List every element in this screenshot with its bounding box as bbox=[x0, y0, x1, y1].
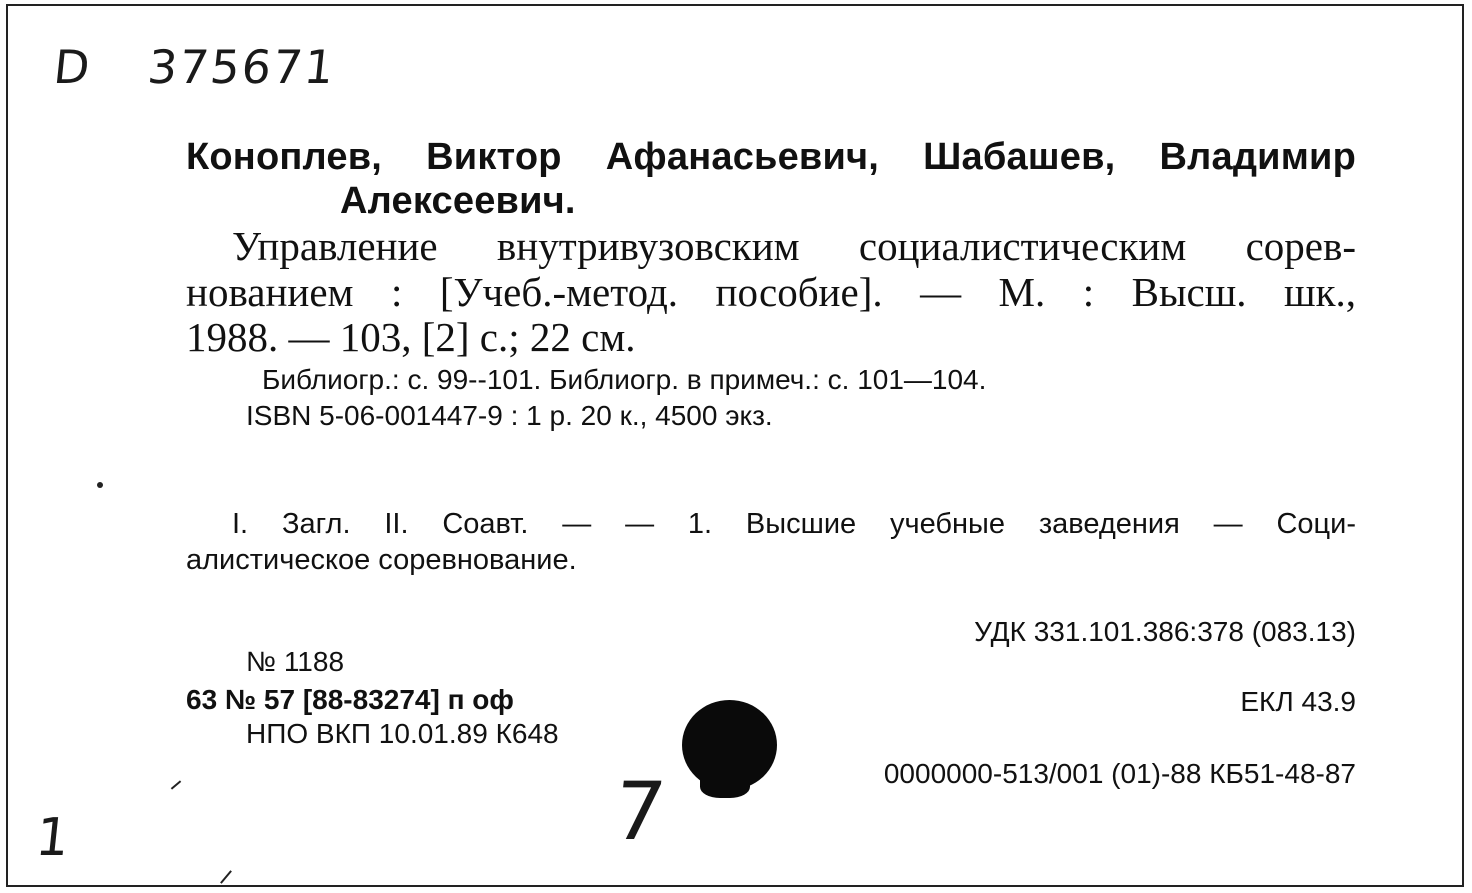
authors-line-2: Алексеевич. bbox=[340, 180, 576, 222]
title-line-1: Управление внутривузовским социалистическим сорев- bbox=[232, 223, 1356, 269]
call-number: 375671 bbox=[145, 40, 339, 94]
card-number: № 1188 bbox=[246, 646, 345, 677]
title-line-2: нованием : [Учеб.-метод. пособие]. — М. : Высш. шк., bbox=[186, 269, 1356, 315]
authors-line-1: Коноплев, Виктор Афанасьевич, Шабашев, Владимир bbox=[186, 136, 1356, 178]
handwritten-mark-middle: 7 bbox=[609, 765, 672, 858]
tracings-line-1: I. Загл. II. Соавт. — — 1. Высшие учебные заведения — Соци- bbox=[232, 508, 1356, 540]
tracings-line-2: алистическое соревнование. bbox=[186, 544, 577, 576]
call-number-mark: D bbox=[51, 40, 95, 94]
stray-dot bbox=[97, 482, 103, 488]
ekl-code: ЕКЛ 43.9 bbox=[1240, 686, 1356, 717]
handwritten-mark-left: 1 bbox=[32, 808, 75, 868]
bibliography-note: Библиогр.: с. 99--101. Библиогр. в примеч.: с. 101—104. bbox=[262, 364, 987, 395]
order-line: 63 № 57 [88-83274] п оф bbox=[186, 684, 514, 715]
isbn-note: ISBN 5-06-001447-9 : 1 р. 20 к., 4500 экз. bbox=[246, 400, 773, 431]
title-line-3: 1988. — 103, [2] с.; 22 см. bbox=[186, 314, 636, 360]
code-line: 0000000-513/001 (01)-88 КБ51-48-87 bbox=[883, 758, 1356, 789]
ink-blot-tail bbox=[700, 770, 750, 798]
udk-code: УДК 331.101.386:378 (083.13) bbox=[974, 616, 1356, 647]
npo-line: НПО ВКП 10.01.89 К648 bbox=[246, 718, 559, 749]
